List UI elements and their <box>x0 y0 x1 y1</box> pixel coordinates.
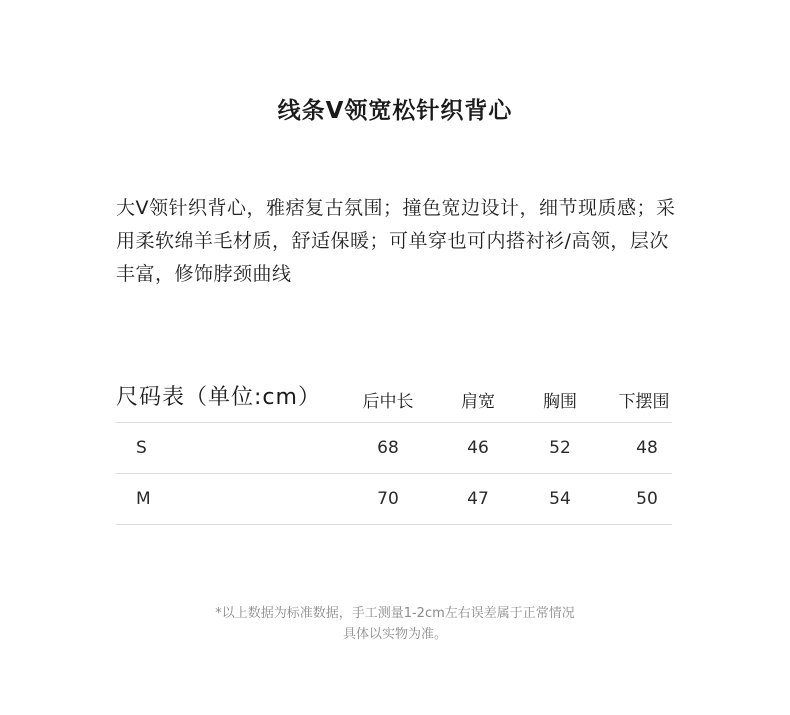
shoulder-value: 47 <box>467 489 489 509</box>
column-header-hem: 下摆围 <box>618 392 670 412</box>
measurement-note <box>0 603 790 645</box>
chest-value: 54 <box>549 489 571 509</box>
column-header-chest: 胸围 <box>543 392 577 412</box>
note-line-1: *以上数据为标准数据，手工测量1-2cm左右误差属于正常情况 <box>215 606 575 621</box>
size-table-title: 尺码表（单位:cm） <box>116 385 321 410</box>
chest-value: 52 <box>549 438 571 458</box>
back-length-value: 70 <box>377 489 399 509</box>
product-description: 大V领针织背心，雅痞复古氛围；撞色宽边设计，细节现质感；采用柔软绵羊毛材质，舒适保暖；可单穿也可内搭衬衫/高领，层次丰富，修饰脖颈曲线 <box>116 197 676 285</box>
size-label: M <box>136 489 151 509</box>
size-table-header <box>116 378 672 423</box>
shoulder-value: 46 <box>467 438 489 458</box>
size-label: S <box>136 438 147 458</box>
table-row <box>116 423 672 474</box>
product-title: 线条V领宽松针织背心 <box>277 98 513 124</box>
column-header-shoulder: 肩宽 <box>461 392 495 412</box>
column-header-back-length: 后中长 <box>362 392 414 412</box>
back-length-value: 68 <box>377 438 399 458</box>
note-line-2: 具体以实物为准。 <box>342 627 447 642</box>
hem-value: 50 <box>636 489 658 509</box>
size-table <box>116 378 672 525</box>
hem-value: 48 <box>636 438 658 458</box>
table-row <box>116 474 672 525</box>
